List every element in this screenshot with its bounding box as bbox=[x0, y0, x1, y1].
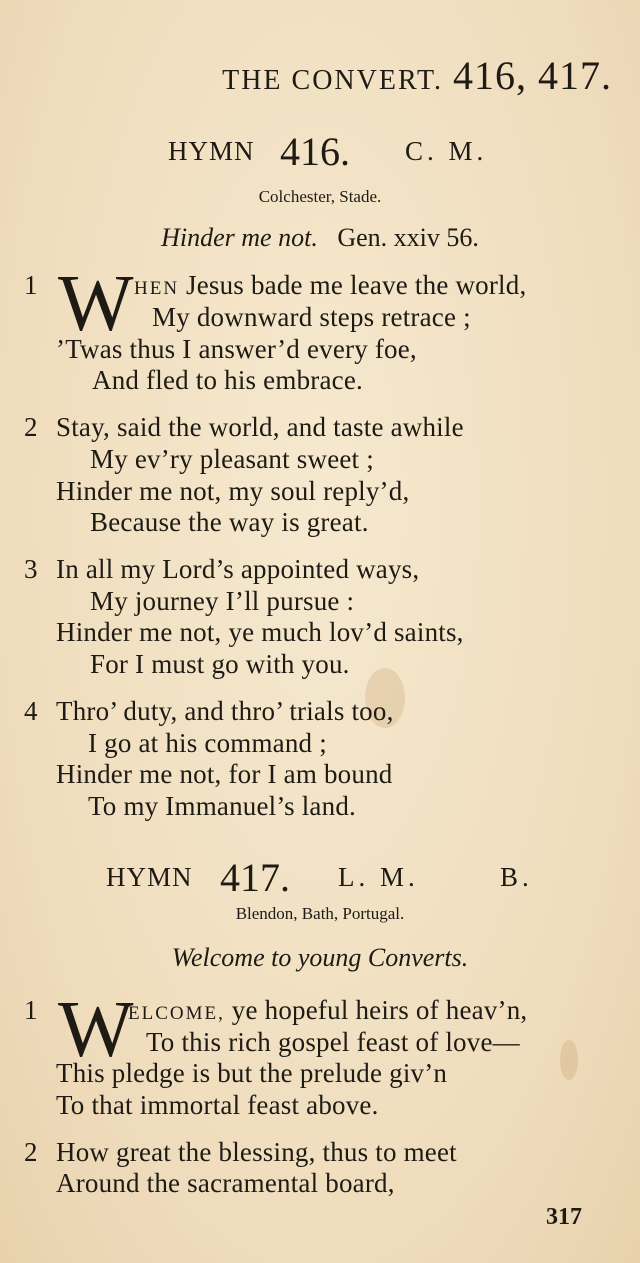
hymn-label: HYMN bbox=[106, 862, 193, 892]
verse-line: I go at his command ; bbox=[88, 728, 327, 758]
running-head-numbers: 416, 417. bbox=[453, 53, 612, 98]
verse-line: My ev’ry pleasant sweet ; bbox=[90, 444, 374, 474]
verse-line: In all my Lord’s appointed ways, bbox=[56, 554, 420, 584]
verse-line: How great the blessing, thus to meet bbox=[56, 1137, 457, 1167]
small-caps: HEN bbox=[134, 278, 180, 299]
first-line-rest: ye hopeful heirs of heav’n, bbox=[224, 995, 528, 1025]
hymn-number: 417. bbox=[220, 855, 290, 900]
running-head-title: THE CONVERT. bbox=[222, 65, 443, 96]
verse-number: 3 bbox=[24, 554, 38, 584]
verse-number: 1 bbox=[24, 270, 38, 300]
scripture-reference: Gen. xxiv 56. bbox=[337, 223, 479, 252]
verse-line: To that immortal feast above. bbox=[56, 1090, 379, 1120]
hymn-number: 416. bbox=[280, 129, 350, 174]
verse-line: My journey I’ll pursue : bbox=[90, 586, 355, 616]
subject-title: Hinder me not. bbox=[161, 223, 318, 252]
hymn-417-subject bbox=[0, 943, 640, 973]
verse-line: Hinder me not, my soul reply’d, bbox=[56, 476, 410, 506]
hymn-meter: L. M. bbox=[338, 862, 419, 892]
hymn-417-heading bbox=[0, 852, 640, 902]
small-caps: ELCOME, bbox=[128, 1003, 225, 1024]
verse-number: 4 bbox=[24, 696, 38, 726]
verse-line: My downward steps retrace ; bbox=[152, 302, 471, 332]
verse-number: 2 bbox=[24, 412, 38, 442]
hymn-author: B. bbox=[500, 862, 533, 892]
verse-line: Because the way is great. bbox=[90, 507, 369, 537]
hymn-label: HYMN bbox=[168, 136, 255, 166]
verse-line: This pledge is but the prelude giv’n bbox=[56, 1058, 448, 1088]
hymn-416-subject bbox=[0, 223, 640, 253]
verse-line bbox=[128, 995, 527, 1026]
verse-line: Around the sacramental board, bbox=[56, 1168, 395, 1198]
subject-title: Welcome to young Converts. bbox=[171, 943, 469, 972]
drop-cap: W bbox=[58, 260, 134, 348]
verse-line bbox=[134, 270, 526, 301]
drop-cap: W bbox=[58, 986, 134, 1074]
verse-number: 2 bbox=[24, 1137, 38, 1167]
verse-line: ’Twas thus I answer’d every foe, bbox=[56, 334, 417, 364]
verse-number: 1 bbox=[24, 995, 38, 1025]
verse-line: To my Immanuel’s land. bbox=[88, 791, 356, 821]
verse-line: Hinder me not, for I am bound bbox=[56, 759, 393, 789]
paper-stain bbox=[560, 1040, 578, 1080]
hymn-417-tunes: Blendon, Bath, Portugal. bbox=[235, 904, 405, 923]
verse-line: To this rich gospel feast of love— bbox=[146, 1027, 520, 1057]
verse-line: For I must go with you. bbox=[90, 649, 350, 679]
verse-line: Stay, said the world, and taste awhile bbox=[56, 412, 464, 442]
verse-line: And fled to his embrace. bbox=[92, 365, 363, 395]
first-line-rest: Jesus bade me leave the world, bbox=[179, 270, 527, 300]
verse-line: Hinder me not, ye much lov’d saints, bbox=[56, 617, 464, 647]
hymn-416-tunes: Colchester, Stade. bbox=[258, 187, 382, 206]
running-head bbox=[222, 52, 612, 99]
page-number: 317 bbox=[546, 1204, 582, 1230]
verse-line: Thro’ duty, and thro’ trials too, bbox=[56, 696, 394, 726]
hymn-416-heading bbox=[0, 128, 640, 178]
hymn-meter: C. M. bbox=[405, 136, 488, 166]
